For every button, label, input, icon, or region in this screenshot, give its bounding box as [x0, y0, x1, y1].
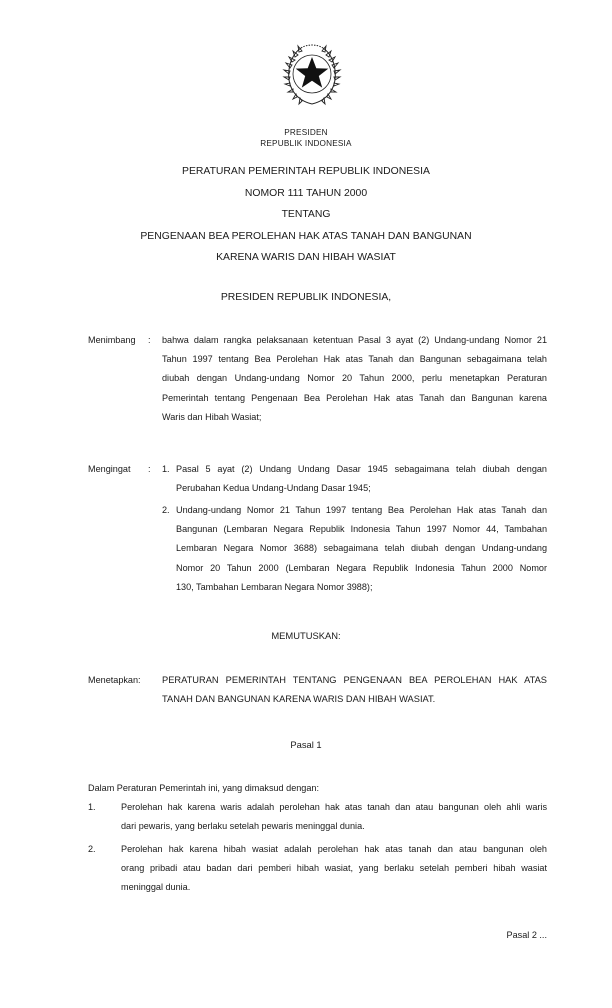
pasal-1-intro: Dalam Peraturan Pemerintah ini, yang dimaksud dengan: — [88, 783, 320, 793]
pasal-1-line: dari pewaris, yang berlaku setelah pewaris meninggal dunia. — [121, 821, 365, 832]
menimbang-line: Tahun 1997 tentang Bea Perolehan Hak atas Tanah dan Bangunan sebagaimana telah — [162, 354, 547, 365]
pasal-1-item-1 — [121, 798, 547, 836]
regulation-about: TENTANG — [281, 209, 331, 220]
mengingat-line: Nomor 20 Tahun 2000 (Lembaran Negara Republik Indonesia Tahun 2000 Nomor — [176, 562, 547, 573]
mengingat-item-number: 1. — [162, 464, 170, 474]
menimbang-line: Waris dan Hibah Wasiat; — [162, 411, 262, 422]
menimbang-label: Menimbang — [88, 335, 136, 345]
next-page-reference: Pasal 2 ... — [506, 930, 547, 940]
menimbang-colon: : — [148, 335, 151, 345]
mengingat-line: Pasal 5 ayat (2) Undang Undang Dasar 1945 sebagaimana telah diubah dengan — [176, 464, 547, 474]
menimbang-text — [162, 331, 547, 427]
mengingat-label: Mengingat — [88, 464, 131, 474]
mengingat-item-1 — [176, 460, 547, 498]
pasal-1-heading: Pasal 1 — [290, 739, 322, 750]
regulation-title: PERATURAN PEMERINTAH REPUBLIK INDONESIA — [182, 166, 430, 177]
issuer-heading: PRESIDEN REPUBLIK INDONESIA, — [220, 292, 392, 303]
pasal-1-item-number: 1. — [88, 802, 96, 812]
garuda-star-emblem-icon — [281, 40, 343, 108]
pasal-1-item-number: 2. — [88, 844, 96, 854]
menetapkan-label: Menetapkan: — [88, 675, 141, 685]
pasal-1-item-2 — [121, 840, 547, 898]
menimbang-line: diubah dengan Undang-undang Nomor 20 Tahun 2000, perlu menetapkan Peraturan — [162, 373, 547, 384]
menimbang-line: bahwa dalam rangka pelaksanaan ketentuan Pasal 3 ayat (2) Undang-undang Nomor 21 — [162, 335, 547, 345]
pasal-1-line: Perolehan hak karena hibah wasiat adalah perolehan hak atas tanah dan atau bangunan oleh — [121, 844, 547, 854]
office-title-line1: PRESIDEN — [284, 128, 328, 137]
mengingat-line: 130, Tambahan Lembaran Negara Nomor 3988); — [176, 581, 373, 592]
regulation-subject-line2: KARENA WARIS DAN HIBAH WASIAT — [216, 252, 396, 263]
menetapkan-line: TANAH DAN BANGUNAN KARENA WARIS DAN HIBAH WASIAT. — [162, 694, 436, 705]
mengingat-line: Undang-undang Nomor 21 Tahun 1997 tentang Bea Perolehan Hak atas Tanah dan — [176, 505, 547, 515]
mengingat-line: Lembaran Negara Nomor 3688) sebagaimana telah diubah dengan Undang-undang — [176, 543, 547, 554]
pasal-1-line: orang pribadi atau badan dari pemberi hibah wasiat, yang berlaku setelah pemberi hibah wasiat — [121, 863, 547, 874]
pasal-1-line: meninggal dunia. — [121, 882, 191, 893]
mengingat-item-2 — [176, 501, 547, 597]
decision-heading: MEMUTUSKAN: — [271, 630, 341, 641]
pasal-1-line: Perolehan hak karena waris adalah perolehan hak atas tanah dan atau bangunan oleh ahli waris — [121, 802, 547, 812]
regulation-subject-line1: PENGENAAN BEA PEROLEHAN HAK ATAS TANAH DAN BANGUNAN — [140, 231, 472, 242]
mengingat-item-number: 2. — [162, 505, 170, 515]
mengingat-colon: : — [148, 464, 151, 474]
regulation-number: NOMOR 111 TAHUN 2000 — [244, 188, 368, 199]
mengingat-line: Bangunan (Lembaran Negara Republik Indonesia Tahun 1997 Nomor 44, Tambahan — [176, 524, 547, 535]
menimbang-line: Pemerintah tentang Pengenaan Bea Perolehan Hak atas Tanah dan Bangunan karena — [162, 392, 547, 403]
menetapkan-line: PERATURAN PEMERINTAH TENTANG PENGENAAN BEA PEROLEHAN HAK ATAS — [162, 675, 547, 685]
menetapkan-text — [162, 671, 547, 709]
mengingat-line: Perubahan Kedua Undang-Undang Dasar 1945; — [176, 483, 371, 494]
office-title-line2: REPUBLIK INDONESIA — [260, 139, 352, 148]
